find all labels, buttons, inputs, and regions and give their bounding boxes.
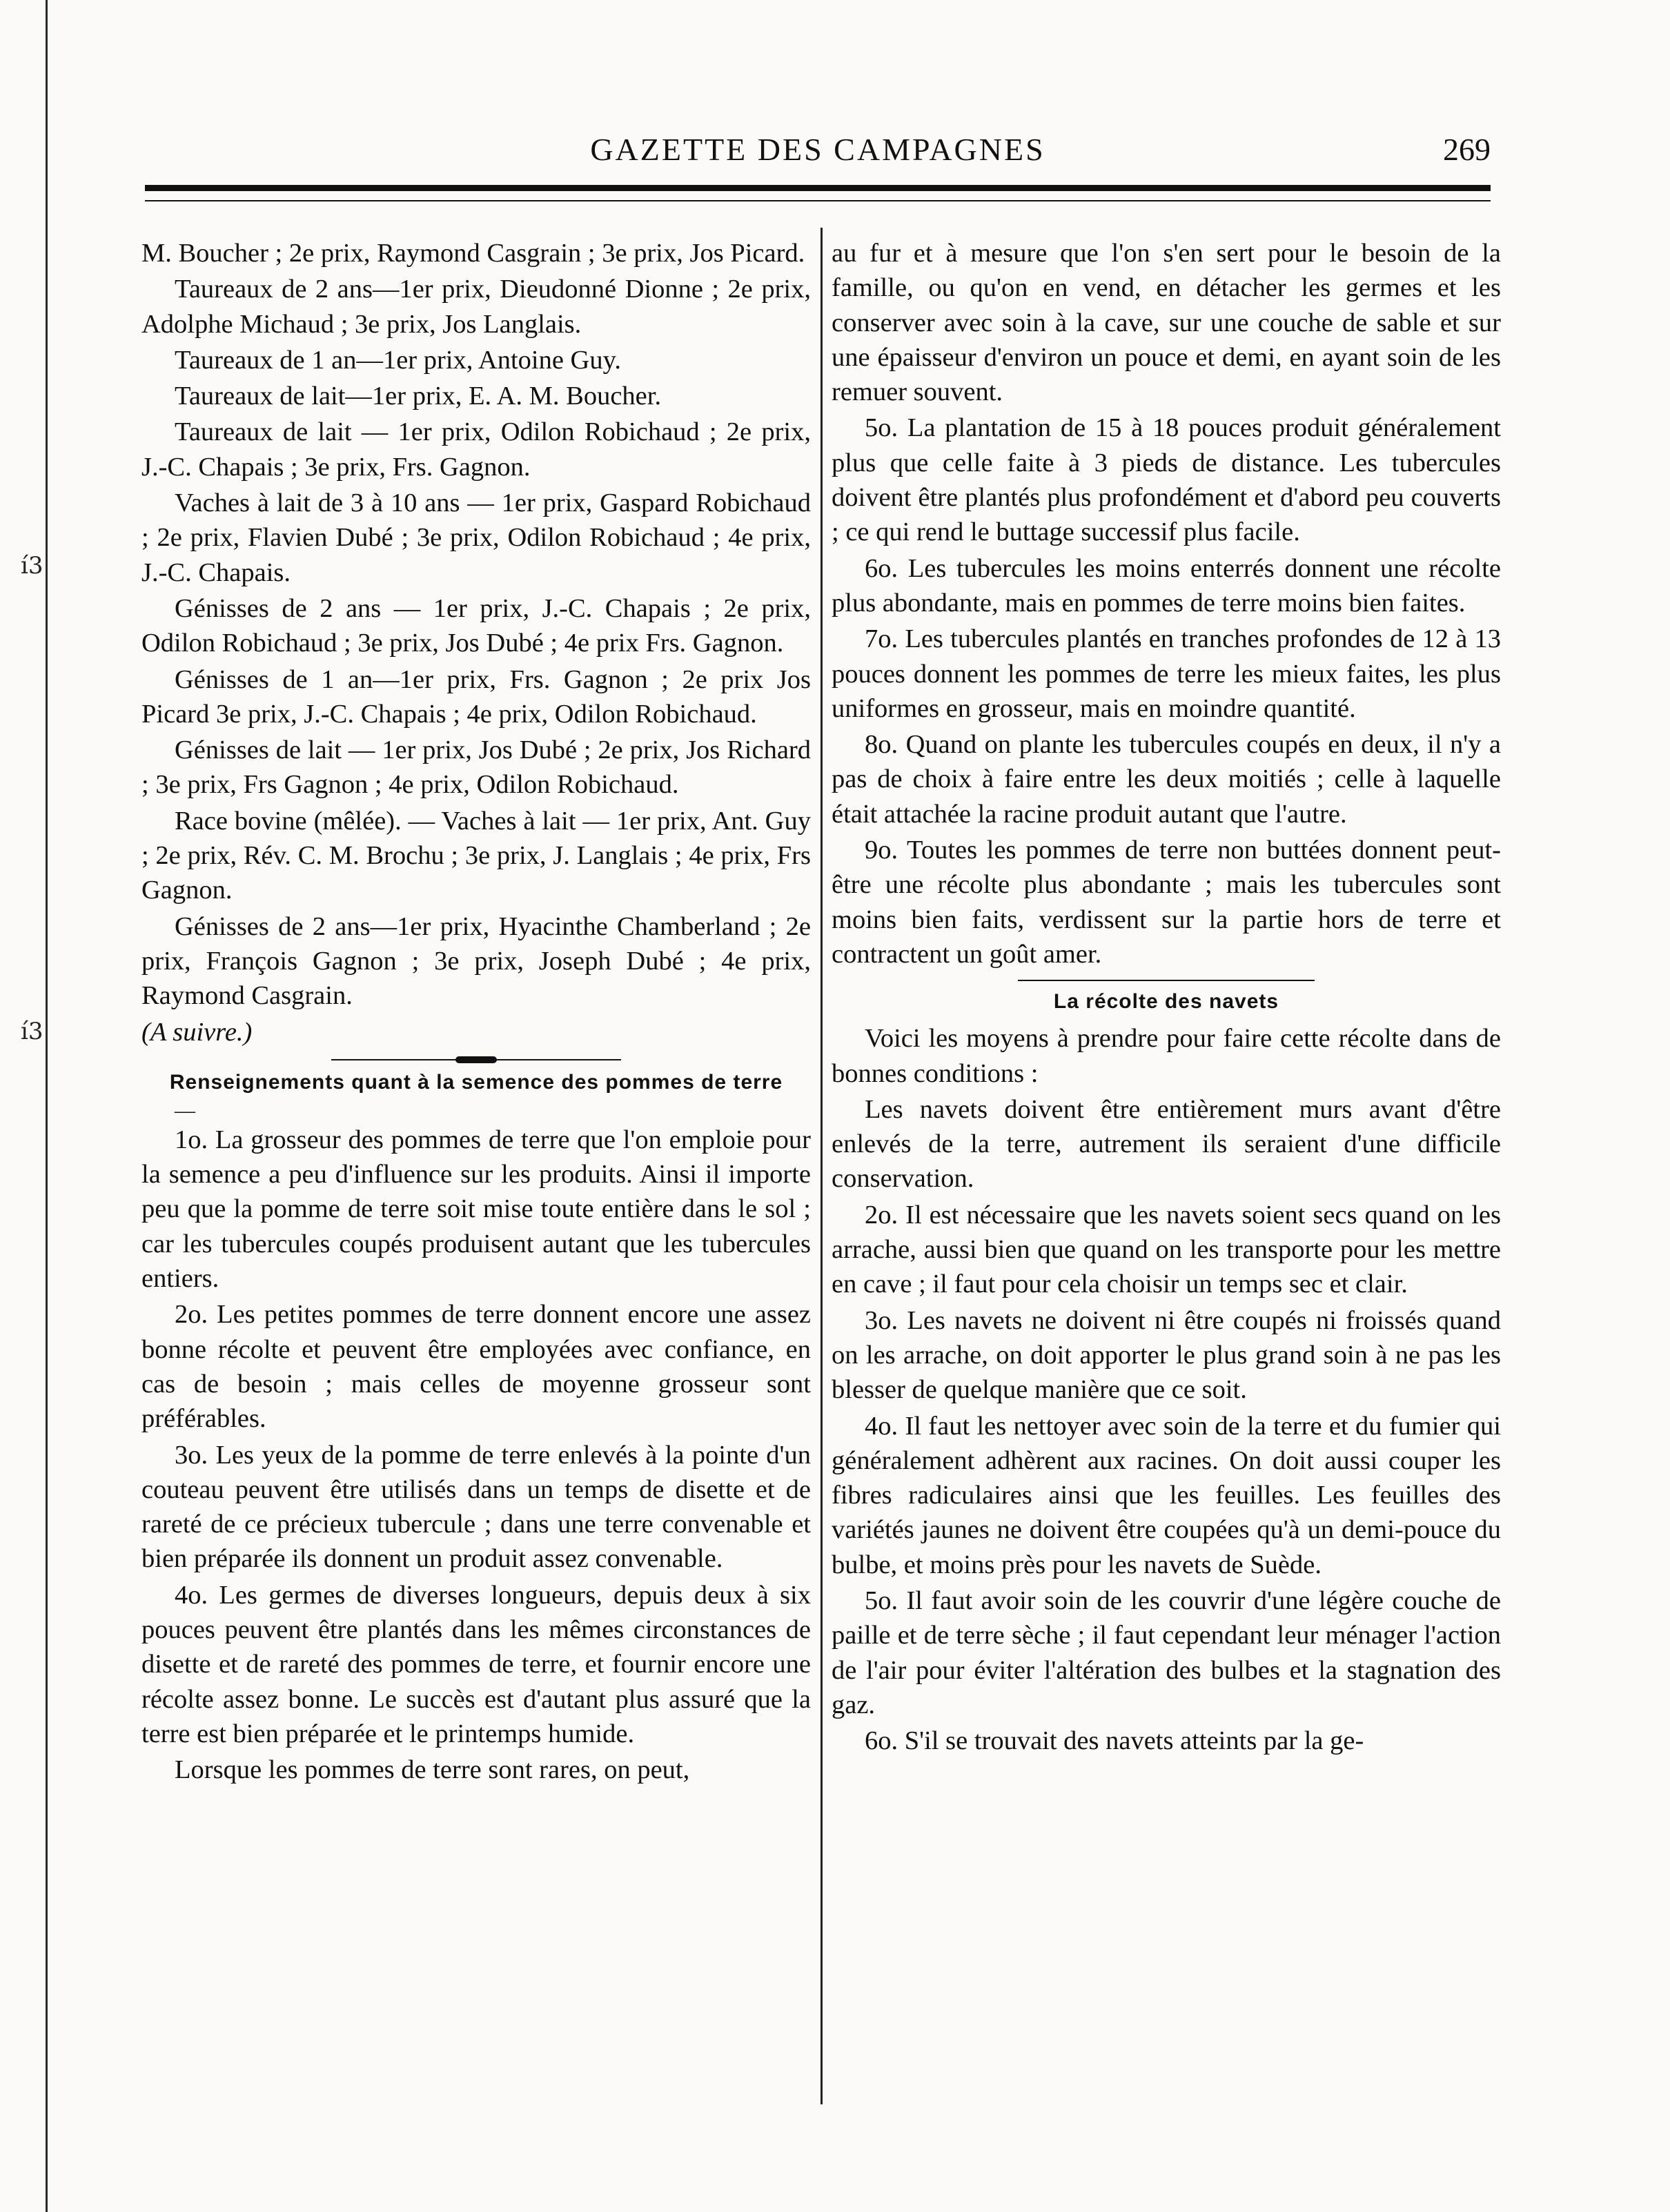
- header-rule-thin: [145, 200, 1491, 201]
- section-mark: —: [175, 1098, 195, 1122]
- paragraph: 8o. Quand on plante les tubercules coupés en deux, il n'y a pas de choix à faire entre les deux moitiés ; celle à laquelle était attachée la racine produit autant que l'autre.: [832, 730, 1501, 829]
- paragraph: Les navets doivent être entièrement murs avant d'être enlevés de la terre, autrement ils seraient d'une difficile conservation.: [832, 1094, 1501, 1194]
- section-rule: [1018, 980, 1315, 981]
- paragraph: Lorsque les pommes de terre sont rares, on peut,: [175, 1755, 690, 1785]
- paragraph: Taureaux de lait—1er prix, E. A. M. Boucher.: [175, 382, 662, 411]
- paragraph: 4o. Il faut les nettoyer avec soin de la terre et du fumier qui généralement adhèrent aux racines. On doit aussi couper les fibres radiculaires ainsi que les feuilles. Les feuilles des variétés jaunes ne doivent être coupées qu'à un demi-pouce du bulbe, et moins près pour les navets de Suède.: [832, 1411, 1501, 1579]
- paragraph: 5o. La plantation de 15 à 18 pouces produit généralement plus que celle faite à 3 pieds de distance. Les tubercules doivent être plantés plus profondément et d'abord peu couverts ; ce qui rend le buttage successif plus facile.: [832, 413, 1501, 547]
- paragraph: au fur et à mesure que l'on s'en sert pour le besoin de la famille, ou qu'on en vend, en détacher les germes et les conserver avec soin à la cave, sur une couche de sable et sur une épaisseur d'environ un pouce et demi, en ayant soin de les remuer souvent.: [832, 239, 1501, 407]
- paragraph: 2o. Les petites pommes de terre donnent encore une assez bonne récolte et peuvent être employées avec confiance, en cas de besoin ; mais celles de moyenne grosseur sont préférables.: [141, 1300, 811, 1434]
- paragraph: 1o. La grosseur des pommes de terre que l'on emploie pour la semence a peu d'influence sur les produits. Ainsi il importe peu que la pomme de terre soit mise toute entière dans le sol ; car les tubercules coupés produisent autant que les tubercules entiers.: [141, 1125, 811, 1294]
- paragraph: Voici les moyens à prendre pour faire cette récolte dans de bonnes conditions :: [832, 1024, 1501, 1088]
- section-heading-block: [1018, 980, 1315, 1016]
- page-number: 269: [1443, 132, 1491, 167]
- paragraph: Taureaux de lait — 1er prix, Odilon Robichaud ; 2e prix, J.-C. Chapais ; 3e prix, Frs. Gagnon.: [141, 417, 811, 482]
- section-heading: Renseignements quant à la semence des pommes de terre: [169, 1070, 783, 1094]
- page-header: [145, 117, 1491, 179]
- paragraph: Génisses de 2 ans—1er prix, Hyacinthe Chamberland ; 2e prix, François Gagnon ; 3e prix, Joseph Dubé ; 4e prix, Raymond Casgrain.: [141, 911, 811, 1011]
- paragraph: 4o. Les germes de diverses longueurs, depuis deux à six pouces peuvent être plantés dans les mêmes circonstances de disette et de rareté des pommes de terre, et fournir encore une récolte assez bonne. Le succès est d'autant plus assuré que la terre est bien préparée et le printemps humide.: [141, 1580, 811, 1748]
- paragraph: 2o. Il est nécessaire que les navets soient secs quand on les arrache, aussi bien que quand on les transporte pour les mettre en cave ; il faut pour cela choisir un temps sec et clair.: [832, 1200, 1501, 1299]
- paragraph: 6o. Les tubercules les moins enterrés donnent une récolte plus abondante, mais en pommes de terre moins bien faites.: [832, 553, 1501, 618]
- paragraph: 5o. Il faut avoir soin de les couvrir d'une légère couche de paille et de terre sèche ; il faut cependant leur ménager l'action de l'air pour éviter l'altération des bulbes et la stagnation des gaz.: [832, 1586, 1501, 1719]
- paragraph: Race bovine (mêlée). — Vaches à lait — 1er prix, Ant. Guy ; 2e prix, Rév. C. M. Brochu ; 3e prix, J. Langlais ; 4e prix, Frs Gagnon.: [141, 806, 811, 905]
- paragraph: Génisses de lait — 1er prix, Jos Dubé ; 2e prix, Jos Richard ; 3e prix, Frs Gagnon ; 4e prix, Odilon Robichaud.: [141, 735, 811, 800]
- section-separator: [331, 1055, 621, 1065]
- margin-mark: ı́3: [21, 1018, 43, 1045]
- to-be-continued: (A suivre.): [141, 1017, 253, 1047]
- paragraph: Taureaux de 1 an—1er prix, Antoine Guy.: [175, 345, 621, 375]
- left-column: [141, 236, 811, 1788]
- paragraph: 6o. S'il se trouvait des navets atteints par la ge-: [865, 1726, 1364, 1756]
- paragraph: M. Boucher ; 2e prix, Raymond Casgrain ; 3e prix, Jos Picard.: [141, 239, 805, 268]
- paragraph: Génisses de 1 an—1er prix, Frs. Gagnon ; 2e prix Jos Picard 3e prix, J.-C. Chapais ; 4e prix, Odilon Robichaud.: [141, 664, 811, 729]
- publication-title: GAZETTE DES CAMPAGNES: [590, 132, 1045, 167]
- binding-edge-line: [46, 0, 48, 2212]
- paragraph: Taureaux de 2 ans—1er prix, Dieudonné Dionne ; 2e prix, Adolphe Michaud ; 3e prix, Jos Langlais.: [141, 275, 811, 339]
- margin-mark: ı́3: [21, 552, 43, 580]
- paragraph: 7o. Les tubercules plantés en tranches profondes de 12 à 13 pouces donnent les pommes de terre les mieux faites, les plus uniformes en grosseur, mais en moindre quantité.: [832, 624, 1501, 723]
- right-column: [832, 236, 1501, 1759]
- paragraph: 3o. Les yeux de la pomme de terre enlevés à la pointe d'un couteau peuvent être utilisés dans un temps de disette et de rareté de ce précieux tubercule ; dans une terre convenable et bien préparée ils donnent un produit assez convenable.: [141, 1440, 811, 1574]
- column-divider: [821, 228, 823, 2104]
- paragraph: 9o. Toutes les pommes de terre non buttées donnent peut-être une récolte plus abondante ; mais les tubercules sont moins bien faits, verdissent sur la partie hors de terre et contractent un goût amer.: [832, 836, 1501, 969]
- header-rule-thick: [145, 185, 1491, 191]
- paragraph: 3o. Les navets ne doivent ni être coupés ni froissés quand on les arrache, on doit apporter le plus grand soin à ne pas les blesser de quelque manière que ce soit.: [832, 1305, 1501, 1405]
- paragraph: Génisses de 2 ans — 1er prix, J.-C. Chapais ; 2e prix, Odilon Robichaud ; 3e prix, Jos Dubé ; 4e prix Frs. Gagnon.: [141, 593, 811, 658]
- section-heading: La récolte des navets: [1053, 990, 1279, 1014]
- paragraph: Vaches à lait de 3 à 10 ans — 1er prix, Gaspard Robichaud ; 2e prix, Flavien Dubé ; 3e prix, Odilon Robichaud ; 4e prix, J.-C. Chapais.: [141, 488, 811, 587]
